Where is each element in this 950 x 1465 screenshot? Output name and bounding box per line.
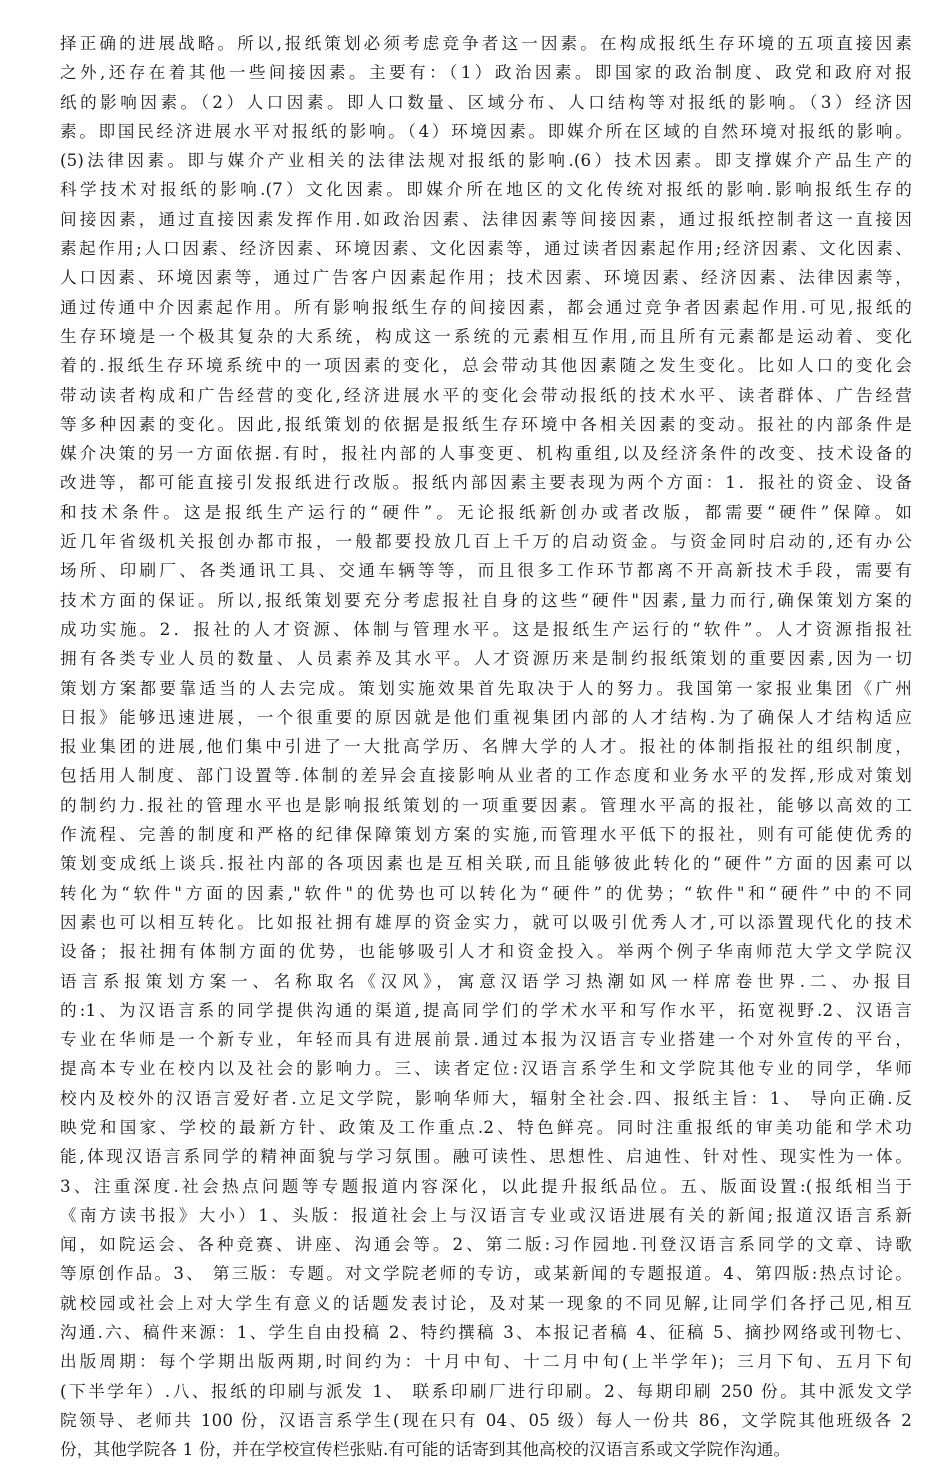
document-page (60, 29, 912, 1465)
text-line: 闻，如院运会、各种竞赛、讲座、沟通会等。2、第二版:习作园地.刊登汉语言系同学的文章、诗歌 (60, 1235, 912, 1255)
text-line: 近几年省级机关报创办都市报，一般都要投放几百上千万的启动资金。与资金同时启动的,还有办公 (60, 532, 912, 552)
text-line: 校内及校外的汉语言爱好者.立足文学院，影响华师大，辐射全社会.四、报纸主旨：1、 导向正确.反 (60, 1088, 912, 1108)
text-line: 择正确的进展战略。所以,报纸策划必须考虑竞争者这一因素。在构成报纸生存环境的五项直接因素 (60, 34, 912, 53)
text-line: 映党和国家、学校的最新方针、政策及工作重点.2、特色鲜亮。同时注重报纸的审美功能和学术功 (60, 1117, 912, 1137)
text-line: 因素也可以相互转化。比如报社拥有雄厚的资金实力，就可以吸引优秀人才,可以添置现代化的技术 (60, 912, 912, 932)
text-line: 改进等，都可能直接引发报纸进行改版。报纸内部因素主要表现为两个方面：1．报社的资金、设备 (60, 473, 912, 493)
text-line: 通过传通中介因素起作用。所有影响报纸生存的间接因素，都会通过竞争者因素起作用.可见,报纸的 (60, 297, 912, 317)
text-line: 包括用人制度、部门设置等.体制的差异会直接影响从业者的工作态度和业务水平的发挥,形成对策划 (60, 766, 912, 786)
text-line: 沟通.六、稿件来源：1、学生自由投稿 2、特约撰稿 3、本报记者稿 4、征稿 5、摘抄网络或刊物七、 (60, 1323, 912, 1343)
text-line: 出版周期：每个学期出版两期,时间约为：十月中旬、十二月中旬(上半学年)；三月下旬、五月下旬 (60, 1352, 912, 1372)
text-line: 3、注重深度.社会热点问题等专题报道内容深化，以此提升报纸品位。五、版面设置:(报纸相当于 (60, 1176, 912, 1196)
text-line: (5)法律因素。即与媒介产业相关的法律法规对报纸的影响.(6）技术因素。即支撑媒介产品生产的 (60, 151, 912, 171)
text-line: 作流程、完善的制度和严格的纪律保障策划方案的实施,而管理水平低下的报社，则有可能使优秀的 (60, 825, 912, 845)
text-line: 之外,还存在着其他一些间接因素。主要有：（1）政治因素。即国家的政治制度、政党和政府对报 (60, 63, 912, 83)
text-line: 的:1、为汉语言系的同学提供沟通的渠道,提高同学们的学术水平和写作水平，拓宽视野.2、汉语言 (60, 1000, 912, 1020)
text-line: 成功实施。2．报社的人才资源、体制与管理水平。这是报纸生产运行的“软件”。人才资源指报社 (60, 619, 912, 639)
text-line: 的制约力.报社的管理水平也是影响报纸策划的一项重要因素。管理水平高的报社，能够以高效的工 (60, 795, 912, 815)
text-line: 场所、印刷厂、各类通讯工具、交通车辆等等，而且很多工作环节都离不开高新技术手段，需要有 (60, 561, 912, 581)
text-line: 间接因素，通过直接因素发挥作用.如政治因素、法律因素等间接因素，通过报纸控制者这一直接因 (60, 209, 912, 229)
text-line: 等多种因素的变化。因此,报纸策划的依据是报纸生存环境中各相关因素的变动。报社的内部条件是 (60, 414, 912, 434)
text-line: 带动读者构成和广告经营的变化,经济进展水平的变化会带动报纸的技术水平、读者群体、广告经营 (60, 385, 912, 405)
text-line: 报业集团的进展,他们集中引进了一大批高学历、名牌大学的人才。报社的体制指报社的组织制度， (60, 737, 912, 757)
text-line: 人口因素、环境因素等，通过广告客户因素起作用；技术因素、环境因素、经济因素、法律因素等， (60, 268, 912, 288)
text-line: 策划变成纸上谈兵.报社内部的各项因素也是互相关联,而且能够彼此转化的“硬件”方面的因素可以 (60, 854, 912, 874)
text-line: 转化为“软件"方面的因素,"软件"的优势也可以转化为“硬件”的优势；“软件"和“硬件”中的不同 (60, 883, 912, 903)
text-line: 技术方面的保证。所以,报纸策划要充分考虑报社自身的这些“硬件"因素,量力而行,确保策划方案的 (60, 590, 912, 610)
text-line: 院领导、老师共 100 份，汉语言系学生(现在只有 04、05 级）每人一份共 86，文学院其他班级各 2 (60, 1410, 912, 1430)
text-line: 日报》能够迅速进展，一个很重要的原因就是他们重视集团内部的人才结构.为了确保人才结构适应 (60, 707, 912, 727)
text-line: 提高本专业在校内以及社会的影响力。三、读者定位:汉语言系学生和文学院其他专业的同学，华师 (60, 1059, 912, 1079)
text-line: 生存环境是一个极其复杂的大系统，构成这一系统的元素相互作用,而且所有元素都是运动着、变化 (60, 326, 912, 346)
text-line: 等原创作品。3、 第三版：专题。对文学院老师的专访，或某新闻的专题报道。4、第四版:热点讨论。 (60, 1264, 912, 1284)
text-line: 语言系报策划方案一、名称取名《汉风》，寓意汉语学习热潮如风一样席卷世界.二、办报目 (60, 971, 912, 991)
text-line: 科学技术对报纸的影响.(7）文化因素。即媒介所在地区的文化传统对报纸的影响.影响报纸生存的 (60, 180, 912, 200)
text-line: 《南方读书报》大小）1、头版：报道社会上与汉语言专业或汉语进展有关的新闻;报道汉语言系新 (60, 1205, 912, 1225)
text-line: 着的.报纸生存环境系统中的一项因素的变化，总会带动其他因素随之发生变化。比如人口的变化会 (60, 356, 912, 376)
text-line: 素。即国民经济进展水平对报纸的影响。（4）环境因素。即媒介所在区域的自然环境对报纸的影响。 (60, 121, 912, 141)
text-line: 拥有各类专业人员的数量、人员素养及其水平。人才资源历来是制约报纸策划的重要因素,因为一切 (60, 649, 912, 669)
text-line: 专业在华师是一个新专业，年轻而具有进展前景.通过本报为汉语言专业搭建一个对外宣传的平台， (60, 1030, 912, 1050)
text-line: (下半学年）.八、报纸的印刷与派发 1、 联系印刷厂进行印刷。2、每期印刷 250 份。其中派发文学 (60, 1381, 912, 1401)
text-line: 纸的影响因素。（2）人口因素。即人口数量、区域分布、人口结构等对报纸的影响。（3）经济因 (60, 92, 912, 112)
text-line: 能,体现汉语言系同学的精神面貌与学习氛围。融可读性、思想性、启迪性、针对性、现实性为一体。 (60, 1147, 912, 1167)
text-line: 素起作用;人口因素、经济因素、环境因素、文化因素等，通过读者因素起作用;经济因素、文化因素、 (60, 239, 912, 259)
text-line: 就校园或社会上对大学生有意义的话题发表讨论，及对某一现象的不同见解,让同学们各抒己见,相互 (60, 1293, 912, 1313)
text-line: 媒介决策的另一方面依据.有时，报社内部的人事变更、机构重组,以及经济条件的改变、技术设备的 (60, 444, 912, 464)
text-line: 设备；报社拥有体制方面的优势，也能够吸引人才和资金投入。举两个例子华南师范大学文学院汉 (60, 942, 912, 962)
text-line: 和技术条件。这是报纸生产运行的“硬件”。无论报纸新创办或者改版，都需要“硬件”保障。如 (60, 502, 912, 522)
text-line: 份，其他学院各 1 份，并在学校宣传栏张贴.有可能的话寄到其他高校的汉语言系或文学院作沟通。 (60, 1440, 791, 1460)
text-line: 策划方案都要靠适当的人去完成。策划实施效果首先取决于人的努力。我国第一家报业集团《广州 (60, 678, 912, 698)
